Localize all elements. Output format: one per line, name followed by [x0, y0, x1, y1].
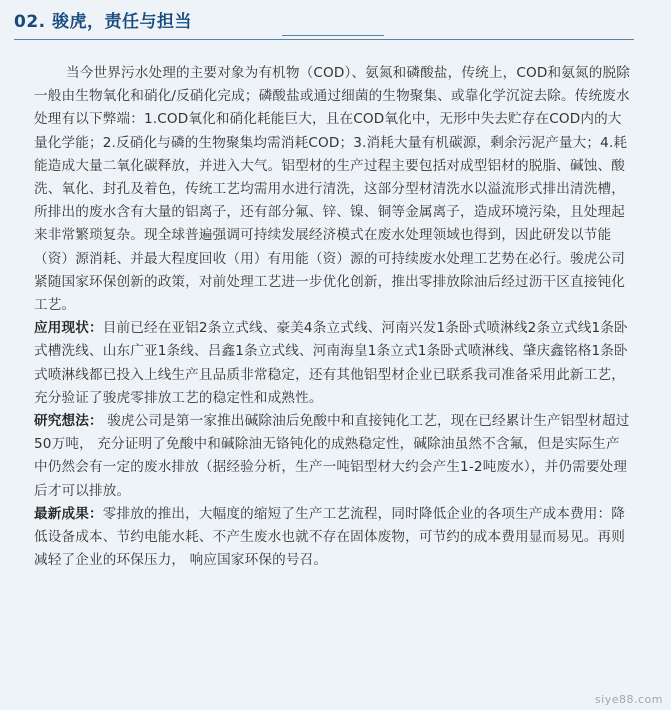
intro-paragraph: [34, 62, 630, 317]
section-title: [14, 10, 634, 34]
paragraph-label: 研究想法：: [34, 413, 103, 430]
latest-results-paragraph: [34, 503, 630, 573]
section-title-text: 骏虎，责任与担当: [52, 12, 193, 32]
paragraph-text: 骏虎公司是第一家推出碱除油后免酸中和直接钝化工艺，现在已经累计生产铝型材超过50万吨， 充分证明了免酸中和碱除油无铬钝化的成熟稳定性，碱除油虽然不含氟，但是实际生产中仍然会有一定的废水排放（据经验分析，生产一吨铝型材大约会产生1-2吨废水），并仍需要处理后才可以排放。: [34, 413, 630, 499]
paragraph-label: 最新成果：: [34, 505, 103, 522]
paragraph-text: 当今世界污水处理的主要对象为有机物（COD）、氨氮和磷酸盐，传统上，COD和氨氮的脱除一般由生物氧化和硝化/反硝化完成；磷酸盐或通过细菌的生物聚集、或靠化学沉淀去除。传统废水处理有以下弊端：1.COD氧化和硝化耗能巨大，且在COD氧化中，无形中失去贮存在COD内的大量化学能；2.反硝化与磷的生物聚集均需消耗COD；3.消耗大量有机碳源，剩余污泥产量大；4.耗能造成大量二氧化碳释放，并进入大气。铝型材的生产过程主要包括对成型铝材的脱脂、碱蚀、酸洗、氧化、封孔及着色，传统工艺均需用水进行清洗，这部分型材清洗水以溢流形式排出清洗槽，所排出的废水含有大量的铝离子，还有部分氟、锌、镍、铜等金属离子，造成环境污染，且处理起来非常繁琐复杂。现全球普遍强调可持续发展经济模式在废水处理领域也得到，因此研发以节能（资）源消耗、并最大程度回收（用）有用能（资）源的可持续废水处理工艺势在必行。骏虎公司紧随国家环保创新的政策，对前处理工艺进一步优化创新，推出零排放除油后经过沥干区直接钝化工艺。: [34, 65, 630, 314]
article-body: [34, 62, 630, 572]
paragraph-label: 应用现状：: [34, 320, 103, 337]
application-status-paragraph: [34, 317, 630, 410]
paragraph-text: 目前已经在亚铝2条立式线、豪美4条立式线、河南兴发1条卧式喷淋线2条立式线1条卧式槽洗线、山东广亚1条线、吕鑫1条立式线、河南海皇1条立式1条卧式喷淋线、肇庆鑫铭格1条卧式喷淋线都已投入上线生产且品质非常稳定，还有其他铝型材企业已联系我司准备采用此新工艺，充分验证了骏虎零排放工艺的稳定性和成熟性。: [34, 320, 628, 406]
heading-divider: [14, 39, 634, 40]
site-watermark: siye88.com: [594, 693, 663, 706]
research-idea-paragraph: [34, 410, 630, 503]
paragraph-text: 零排放的推出，大幅度的缩短了生产工艺流程，同时降低企业的各项生产成本费用：降低设备成本、节约电能水耗、不产生废水也就不存在固体废物，可节约的成本费用显而易见。再则减轻了企业的环保压力， 响应国家环保的号召。: [34, 505, 625, 569]
heading-underline-accent: [282, 35, 384, 36]
section-number: 02.: [14, 12, 46, 32]
